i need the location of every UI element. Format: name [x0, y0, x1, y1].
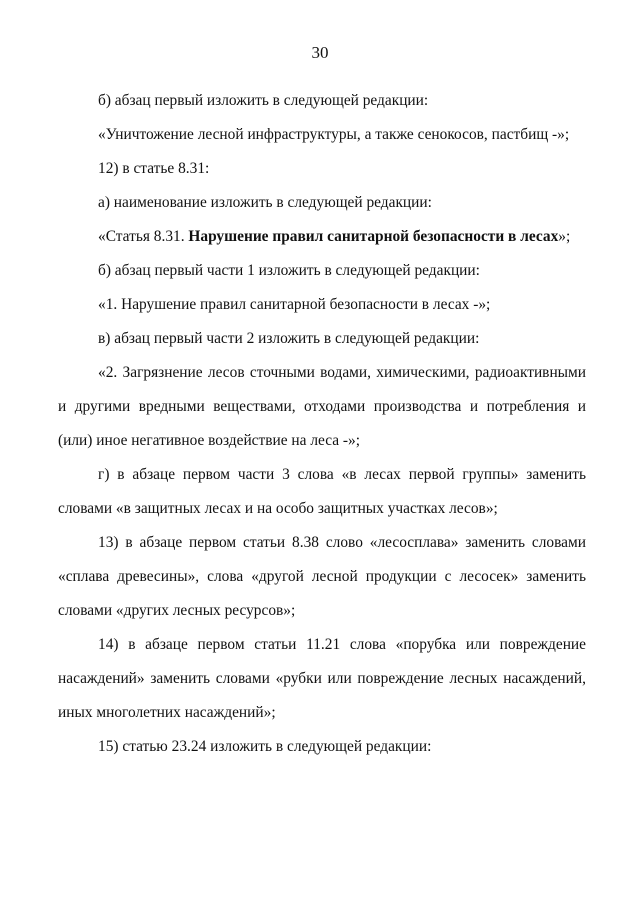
paragraph-quoted-part-2: «2. Загрязнение лесов сточными водами, химическими, радиоактивными и другими вредными веществами, отходами производства и потребления и (или) иное негативное воздействие на леса -»; [58, 364, 586, 449]
article-title-prefix: «Статья 8.31. [98, 228, 189, 245]
paragraph-amendment-v-part-2: в) абзац первый части 2 изложить в следующей редакции: [98, 330, 480, 347]
document-body [58, 84, 586, 764]
paragraph-quoted-infrastructure: «Уничтожение лесной инфраструктуры, а также сенокосов, пастбищ -»; [98, 126, 570, 143]
paragraph-amendment-g-part-3: г) в абзаце первом части 3 слова «в лесах первой группы» заменить словами «в защитных лесах и на особо защитных участках лесов»; [58, 466, 586, 517]
paragraph-amendment-a-title: а) наименование изложить в следующей редакции: [98, 194, 432, 211]
paragraph-item-13: 13) в абзаце первом статьи 8.38 слово «лесосплава» заменить словами «сплава древесины», слова «другой лесной продукции с лесосек» заменить словами «других лесных ресурсов»; [58, 534, 586, 619]
paragraph-item-12: 12) в статье 8.31: [98, 160, 210, 177]
paragraph-item-14: 14) в абзаце первом статьи 11.21 слова «порубка или повреждение насаждений» заменить словами «рубки или повреждение лесных насаждений, иных многолетних насаждений»; [58, 636, 586, 721]
paragraph-quoted-part-1: «1. Нарушение правил санитарной безопасности в лесах -»; [98, 296, 491, 313]
article-title-bold: Нарушение правил санитарной безопасности в лесах [188, 228, 559, 245]
paragraph-amendment-b-first: б) абзац первый изложить в следующей редакции: [98, 92, 429, 109]
paragraph-amendment-b-part-1: б) абзац первый части 1 изложить в следующей редакции: [98, 262, 480, 279]
paragraph-article-title [58, 220, 586, 254]
article-title-suffix: »; [558, 228, 571, 245]
paragraph-item-15: 15) статью 23.24 изложить в следующей редакции: [98, 738, 432, 755]
page-number: 30 [311, 43, 329, 62]
